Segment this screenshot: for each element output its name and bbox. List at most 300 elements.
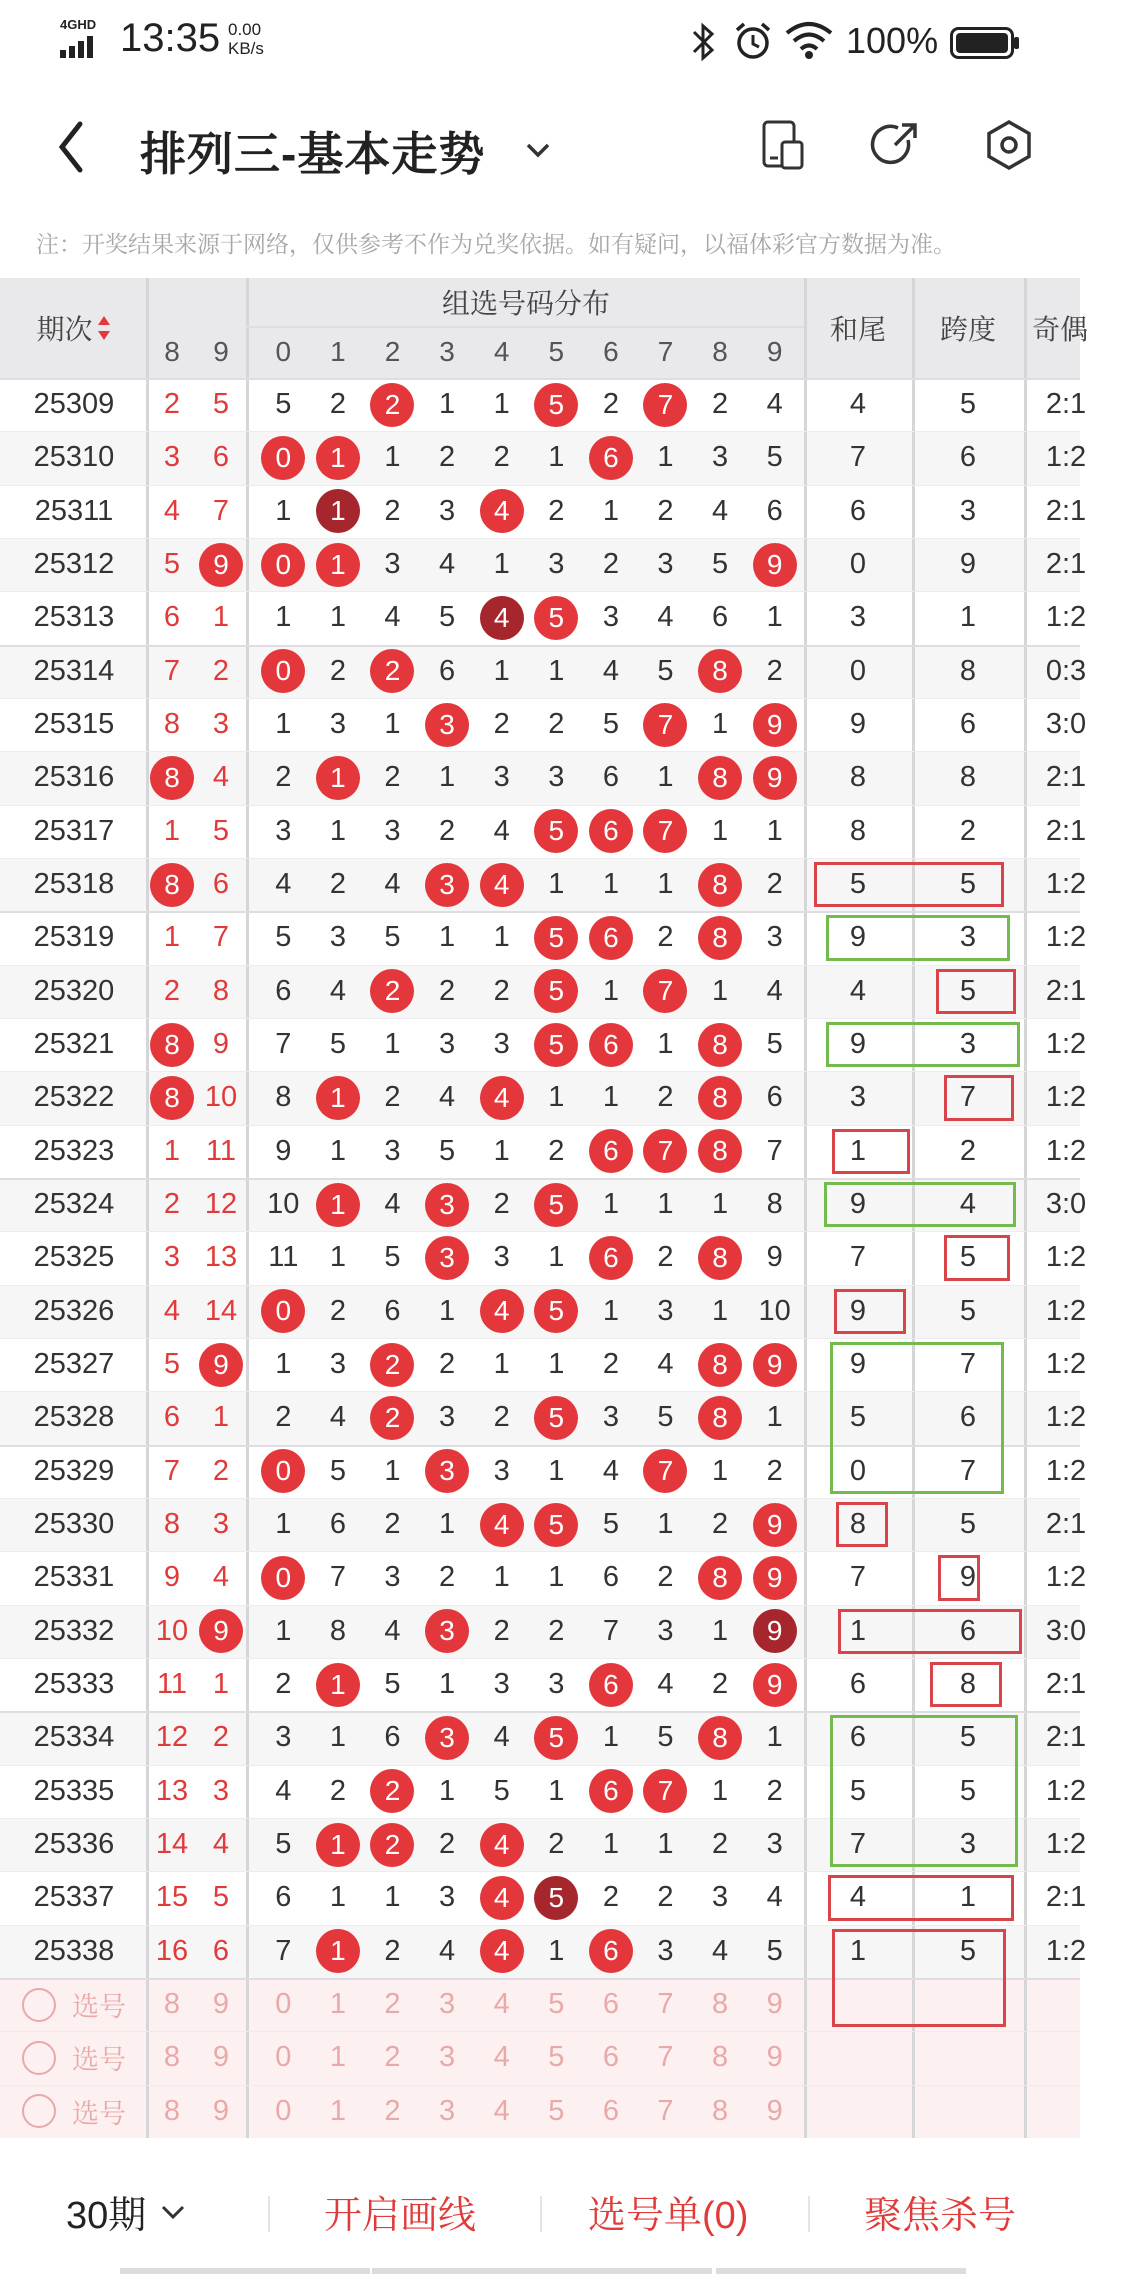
omit-cell: 12 [155, 1721, 189, 1754]
digit-cell: 6 [275, 974, 292, 1007]
number-ball: 6 [589, 436, 633, 480]
period-cell: 25316 [33, 761, 115, 794]
select-digit-cell[interactable]: 3 [439, 2094, 456, 2127]
digit-cell [474, 1498, 529, 1551]
number-ball: 2 [370, 969, 414, 1013]
span-cell: 3 [959, 1828, 977, 1861]
select-digit-cell[interactable]: 9 [766, 2041, 783, 2074]
digit-cell: 5 [657, 1721, 674, 1754]
span-cell: 5 [959, 868, 977, 901]
digit-col-header: 8 [712, 336, 728, 367]
number-ball: 1 [316, 1823, 360, 1867]
table-row [0, 805, 1087, 858]
select-digit-cell[interactable]: 5 [548, 2094, 565, 2127]
number-ball: 4 [480, 1823, 524, 1867]
parity-cell: 2:1 [1045, 1668, 1087, 1701]
digit-cell: 5 [384, 921, 401, 954]
chevron-down-icon [158, 2197, 188, 2227]
digit-cell: 1 [493, 1134, 510, 1167]
digit-cell: 3 [766, 921, 783, 954]
number-ball: 5 [534, 969, 578, 1013]
select-digit-cell[interactable]: 2 [384, 1988, 401, 2021]
number-ball: 2 [370, 1396, 414, 1440]
annotation-box [832, 1129, 910, 1174]
sum-tail-cell: 9 [849, 1294, 867, 1327]
digit-cell [529, 1711, 584, 1764]
digit-cell [638, 1125, 693, 1178]
radio-circle-icon[interactable] [22, 2041, 56, 2075]
span-cell: 6 [959, 441, 977, 474]
number-ball: 3 [425, 703, 469, 747]
digit-cell: 2 [548, 708, 565, 741]
column-divider [1024, 278, 1027, 2138]
digit-cell: 2 [384, 761, 401, 794]
period-cell: 25334 [33, 1721, 115, 1754]
select-digit-cell[interactable]: 9 [766, 2094, 783, 2127]
select-digit-cell[interactable]: 4 [493, 2094, 510, 2127]
number-ball: 3 [425, 1183, 469, 1227]
digit-cell [311, 1658, 366, 1711]
digit-cell: 4 [766, 1881, 783, 1914]
digit-cell: 1 [766, 1721, 783, 1754]
number-ball: 6 [589, 1929, 633, 1973]
digit-col-header: 7 [657, 336, 674, 367]
select-digit-cell[interactable]: 7 [657, 2041, 674, 2074]
digit-cell: 1 [602, 1721, 619, 1754]
digit-cell: 2 [548, 1828, 565, 1861]
number-ball: 9 [753, 1556, 797, 1600]
digit-cell: 2 [548, 494, 565, 527]
row-divider [0, 1871, 1080, 1872]
number-ball: 5 [534, 1876, 578, 1920]
select-digit-cell[interactable]: 6 [602, 2041, 619, 2074]
parity-cell: 1:2 [1045, 1294, 1087, 1327]
period-cell: 25330 [33, 1508, 115, 1541]
digit-cell: 2 [602, 388, 619, 421]
row-divider [0, 1178, 1080, 1180]
annotation-box [826, 915, 1010, 960]
number-ball: 1 [316, 1929, 360, 1973]
digit-cell: 1 [329, 1721, 346, 1754]
select-digit-cell[interactable]: 8 [712, 2094, 729, 2127]
number-ball: 6 [589, 1769, 633, 1813]
digit-cell: 4 [384, 1188, 401, 1221]
period-cell: 25331 [33, 1561, 115, 1594]
digit-cell: 2 [275, 1668, 292, 1701]
period-cell: 25310 [33, 441, 115, 474]
sum-tail-cell: 1 [849, 1134, 867, 1167]
number-ball: 8 [150, 1023, 194, 1067]
number-ball: 6 [589, 1129, 633, 1173]
digit-cell: 1 [548, 1081, 565, 1114]
digit-cell: 3 [548, 548, 565, 581]
sum-tail-cell: 6 [849, 1668, 867, 1701]
digit-cell: 1 [493, 388, 510, 421]
sort-icon[interactable] [96, 313, 112, 343]
row-divider [0, 965, 1080, 966]
parity-cell: 1:2 [1045, 1934, 1087, 1967]
digit-cell [311, 1178, 366, 1231]
digit-cell: 4 [493, 1721, 510, 1754]
span-cell: 8 [959, 654, 977, 687]
parity-cell: 1:2 [1045, 921, 1087, 954]
digit-cell: 3 [384, 1561, 401, 1594]
omit-cell: 10 [204, 1081, 238, 1114]
select-digit-cell[interactable]: 1 [329, 1988, 346, 2021]
omit-cell: 13 [155, 1774, 189, 1807]
digit-cell [420, 1231, 475, 1284]
annotation-box [936, 969, 1016, 1014]
digit-cell: 3 [439, 1028, 456, 1061]
focus-kill-button[interactable]: 聚焦杀号 [864, 2195, 1017, 2237]
omit-cell [148, 858, 196, 911]
group-distribution-header: 组选号码分布 [441, 288, 610, 319]
radio-circle-icon[interactable] [22, 2094, 56, 2128]
omit-cell: 9 [212, 1028, 230, 1061]
digit-cell [584, 431, 639, 484]
number-ball: 5 [534, 383, 578, 427]
number-ball: 5 [534, 916, 578, 960]
digit-cell [365, 1765, 420, 1818]
select-digit-cell[interactable]: 5 [548, 1988, 565, 2021]
digit-cell: 9 [275, 1134, 292, 1167]
number-ball: 3 [425, 863, 469, 907]
digit-cell: 5 [712, 548, 729, 581]
select-row-label[interactable] [0, 2085, 148, 2138]
span-cell: 2 [959, 1134, 977, 1167]
parity-cell: 1:2 [1045, 868, 1087, 901]
number-ball: 8 [698, 916, 742, 960]
digit-cell: 4 [657, 1668, 674, 1701]
span-cell: 9 [959, 548, 977, 581]
digit-cell [584, 805, 639, 858]
digit-cell: 3 [493, 1241, 510, 1274]
select-digit-cell[interactable]: 2 [384, 2041, 401, 2074]
row-divider [0, 1231, 1080, 1232]
sum-tail-cell: 9 [849, 708, 867, 741]
omit-cell: 5 [163, 1348, 181, 1381]
parity-cell: 3:0 [1045, 1188, 1087, 1221]
select-digit-cell[interactable]: 4 [493, 2041, 510, 2074]
omit-cell: 4 [163, 494, 181, 527]
omit-cell: 4 [212, 1828, 230, 1861]
digit-cell: 5 [493, 1774, 510, 1807]
parity-cell: 1:2 [1045, 441, 1087, 474]
period-header[interactable] [0, 308, 148, 348]
table-row [0, 591, 1087, 644]
number-ball: 0 [261, 649, 305, 693]
digit-cell: 2 [712, 1828, 729, 1861]
select-omit-cell[interactable]: 9 [212, 2041, 230, 2074]
digit-cell: 1 [602, 868, 619, 901]
period-cell: 25320 [33, 974, 115, 1007]
select-digit-cell[interactable]: 7 [657, 2094, 674, 2127]
digit-cell: 1 [548, 1454, 565, 1487]
period-cell: 25309 [33, 388, 115, 421]
digit-cell: 1 [657, 441, 674, 474]
select-digit-cell[interactable]: 8 [712, 1988, 729, 2021]
omit-cell: 7 [212, 494, 230, 527]
back-button[interactable] [48, 114, 98, 180]
share-icon[interactable] [868, 118, 922, 172]
digit-cell: 2 [329, 1294, 346, 1327]
chevron-down-icon[interactable] [520, 132, 556, 168]
number-ball: 9 [753, 1343, 797, 1387]
digit-cell: 4 [384, 1614, 401, 1647]
number-ball: 9 [753, 1503, 797, 1547]
number-ball: 4 [480, 1289, 524, 1333]
span-cell: 3 [959, 494, 977, 527]
select-digit-cell[interactable]: 8 [712, 2041, 729, 2074]
table-row [0, 1125, 1087, 1178]
device-icon[interactable] [756, 118, 810, 172]
sum-tail-cell: 4 [849, 388, 867, 421]
span-cell: 9 [959, 1561, 977, 1594]
select-digit-cell[interactable]: 6 [602, 1988, 619, 2021]
annotation-box [828, 1875, 1014, 1920]
span-cell: 8 [959, 761, 977, 794]
row-divider [0, 2031, 1080, 2032]
digit-cell: 5 [384, 1241, 401, 1274]
digit-cell [420, 1445, 475, 1498]
table-row [0, 965, 1087, 1018]
digit-cell: 1 [712, 1454, 729, 1487]
digit-cell [256, 538, 311, 591]
digit-cell: 1 [493, 1348, 510, 1381]
digit-cell [693, 1391, 748, 1444]
digit-cell: 1 [657, 1028, 674, 1061]
digit-cell: 10 [758, 1294, 791, 1327]
digit-cell: 2 [493, 974, 510, 1007]
battery-percent: 100% [846, 20, 939, 61]
select-digit-cell[interactable]: 6 [602, 2094, 619, 2127]
row-divider [0, 1605, 1080, 1606]
number-ball: 3 [425, 1609, 469, 1653]
digit-cell: 1 [712, 708, 729, 741]
span-header[interactable]: 跨度 [939, 314, 996, 345]
page-title[interactable]: 排列三-基本走势 [140, 128, 486, 180]
digit-cell: 3 [766, 1828, 783, 1861]
annotation-box [938, 1555, 980, 1600]
digit-cell [529, 591, 584, 644]
number-ball: 6 [589, 809, 633, 853]
digit-cell: 1 [384, 708, 401, 741]
digit-cell [529, 805, 584, 858]
period-cell: 25329 [33, 1454, 115, 1487]
number-ball: 8 [698, 1716, 742, 1760]
number-ball: 7 [643, 1769, 687, 1813]
digit-cell [529, 378, 584, 431]
parity-cell: 3:0 [1045, 708, 1087, 741]
number-ball: 3 [425, 1449, 469, 1493]
battery-icon [950, 27, 1020, 59]
digit-cell [420, 1711, 475, 1764]
table-row [0, 431, 1087, 484]
digit-cell: 3 [548, 1668, 565, 1701]
digit-cell: 2 [384, 494, 401, 527]
digit-cell: 1 [712, 1188, 729, 1221]
net-speed-unit: KB/s [228, 39, 264, 58]
number-ball: 6 [589, 916, 633, 960]
number-ball: 5 [534, 1503, 578, 1547]
select-digit-cell[interactable]: 3 [439, 2041, 456, 2074]
digit-cell [474, 1818, 529, 1871]
settings-icon[interactable] [982, 118, 1036, 172]
select-digit-cell[interactable]: 0 [275, 2094, 292, 2127]
digit-cell: 5 [329, 1454, 346, 1487]
select-digit-cell[interactable]: 7 [657, 1988, 674, 2021]
omit-cell: 11 [205, 1134, 237, 1167]
select-omit-cell[interactable]: 8 [163, 2041, 181, 2074]
sum-tail-cell: 3 [849, 601, 867, 634]
digit-cell: 2 [548, 1134, 565, 1167]
digit-col-header: 0 [275, 336, 292, 367]
number-ball: 5 [534, 809, 578, 853]
select-digit-cell[interactable]: 1 [329, 2094, 346, 2127]
period-count-label: 30期 [66, 2195, 147, 2237]
select-digit-cell[interactable]: 3 [439, 1988, 456, 2021]
select-digit-cell[interactable]: 9 [766, 1988, 783, 2021]
number-ball: 8 [698, 1236, 742, 1280]
number-ball: 0 [261, 436, 305, 480]
pick-list-button[interactable]: 选号单(0) [588, 2195, 749, 2237]
row-divider [0, 751, 1080, 752]
row-divider [0, 538, 1080, 539]
digit-cell: 5 [439, 1134, 456, 1167]
select-omit-cell[interactable]: 9 [212, 2094, 230, 2127]
period-cell: 25313 [33, 601, 115, 634]
digit-cell [747, 538, 802, 591]
select-digit-cell[interactable]: 0 [275, 2041, 292, 2074]
period-cell: 25325 [33, 1241, 115, 1274]
table-row [0, 1071, 1087, 1124]
omit-cell: 1 [163, 814, 181, 847]
select-omit-cell[interactable]: 9 [212, 1988, 230, 2021]
number-ball: 4 [480, 1076, 524, 1120]
select-omit-cell[interactable]: 8 [163, 1988, 181, 2021]
digit-cell: 3 [384, 814, 401, 847]
digit-cell: 4 [766, 388, 783, 421]
select-digit-cell[interactable]: 5 [548, 2041, 565, 2074]
digit-cell [747, 698, 802, 751]
digit-cell [747, 751, 802, 804]
select-digit-cell[interactable]: 4 [493, 1988, 510, 2021]
sum-tail-cell: 7 [849, 441, 867, 474]
digit-cell: 3 [275, 1721, 292, 1754]
select-omit-cell[interactable]: 8 [163, 2094, 181, 2127]
digit-cell: 1 [548, 441, 565, 474]
digit-cell [747, 1605, 802, 1658]
digit-cell: 6 [275, 1881, 292, 1914]
omit-cell: 3 [163, 441, 181, 474]
parity-cell: 2:1 [1045, 548, 1087, 581]
trend-table [0, 278, 1089, 2138]
parity-cell: 1:2 [1045, 601, 1087, 634]
omit-cell: 4 [212, 1561, 230, 1594]
digit-cell [747, 1338, 802, 1391]
omit-cell: 6 [212, 868, 230, 901]
omit-cell: 5 [163, 548, 181, 581]
select-digit-cell[interactable]: 1 [329, 2041, 346, 2074]
digit-cell: 5 [657, 654, 674, 687]
digit-cell: 2 [329, 654, 346, 687]
omit-cell: 1 [212, 1401, 230, 1434]
annotation-box [930, 1662, 1002, 1707]
number-ball: 2 [370, 1769, 414, 1813]
digit-cell: 2 [657, 1561, 674, 1594]
digit-cell: 11 [268, 1241, 299, 1274]
digit-cell: 2 [657, 921, 674, 954]
alarm-icon [732, 20, 774, 62]
sum-tail-cell: 9 [849, 1028, 867, 1061]
select-row-label[interactable] [0, 2031, 148, 2084]
digit-cell: 2 [548, 1614, 565, 1647]
period-cell: 25322 [33, 1081, 115, 1114]
digit-cell: 1 [384, 441, 401, 474]
digit-cell: 4 [712, 1934, 729, 1967]
digit-cell [638, 378, 693, 431]
span-cell: 3 [959, 921, 977, 954]
omit-cell: 3 [163, 1241, 181, 1274]
omit-cell: 3 [212, 708, 230, 741]
radio-circle-icon[interactable] [22, 1988, 56, 2022]
number-ball: 4 [480, 1876, 524, 1920]
digit-cell [693, 1338, 748, 1391]
number-ball: 7 [643, 1449, 687, 1493]
digit-cell: 4 [439, 1081, 456, 1114]
number-ball: 9 [199, 1343, 243, 1387]
parity-header[interactable]: 奇偶 [1032, 314, 1089, 345]
number-ball: 0 [261, 1289, 305, 1333]
number-ball: 2 [370, 1343, 414, 1387]
select-digit-cell[interactable]: 0 [275, 1988, 292, 2021]
row-divider [0, 1071, 1080, 1072]
select-row-label[interactable] [0, 1978, 148, 2031]
period-count-selector[interactable] [66, 2184, 188, 2239]
number-ball: 5 [534, 596, 578, 640]
number-ball: 4 [480, 1929, 524, 1973]
digit-cell [638, 698, 693, 751]
digit-cell [311, 485, 366, 538]
omit-cell: 4 [212, 761, 230, 794]
annotation-box [832, 1929, 1006, 2028]
row-divider [0, 1658, 1080, 1659]
digit-cell: 6 [439, 654, 456, 687]
period-cell: 25324 [33, 1188, 115, 1221]
number-ball: 8 [698, 1076, 742, 1120]
column-divider [146, 278, 149, 2138]
sum-tail-header[interactable]: 和尾 [829, 314, 886, 345]
number-ball: 5 [534, 1396, 578, 1440]
digit-cell: 3 [329, 708, 346, 741]
sum-tail-cell: 7 [849, 1828, 867, 1861]
digit-cell: 2 [439, 1561, 456, 1594]
digit-cell: 1 [275, 1508, 292, 1541]
omit-cell: 2 [212, 1721, 230, 1754]
digit-cell [693, 645, 748, 698]
number-ball: 8 [698, 756, 742, 800]
draw-line-button[interactable]: 开启画线 [324, 2195, 477, 2237]
digit-cell [365, 645, 420, 698]
sum-tail-cell: 8 [849, 1508, 867, 1541]
digit-cell: 1 [602, 494, 619, 527]
number-ball: 8 [698, 649, 742, 693]
number-ball: 1 [316, 436, 360, 480]
digit-cell: 2 [329, 868, 346, 901]
select-digit-cell[interactable]: 2 [384, 2094, 401, 2127]
digit-cell [256, 1445, 311, 1498]
sum-tail-cell: 4 [849, 974, 867, 1007]
